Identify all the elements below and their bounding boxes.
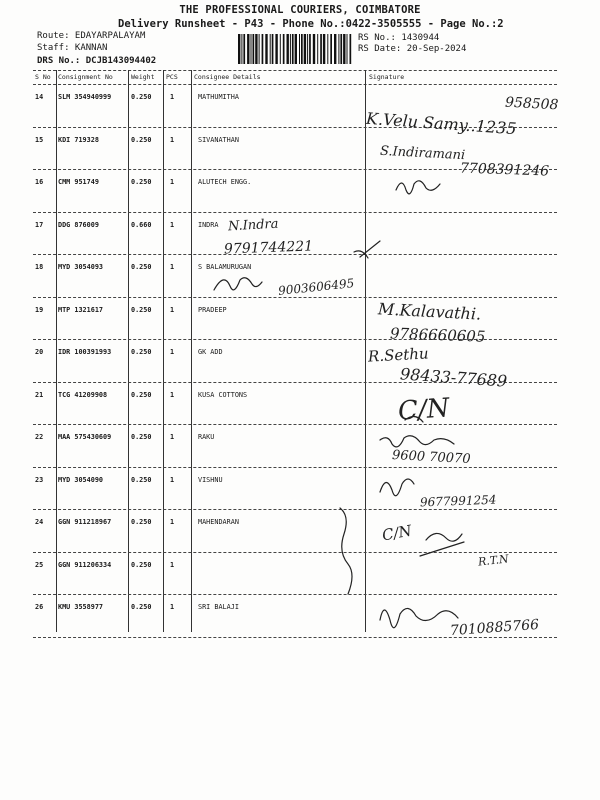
handwritten-signature: K.Velu Samy..1235 [365, 108, 518, 139]
handwritten-phone: 9791744221 [223, 238, 314, 258]
row-consignee: INDRA [198, 220, 219, 229]
row-consignee: ALUTECH ENGG. [198, 178, 252, 186]
row-pcs: 1 [170, 178, 175, 186]
drs-number: DRS No.: DCJB143094402 [37, 56, 157, 66]
handwritten-phone: 958508 [504, 94, 559, 114]
row-pcs: 1 [170, 390, 175, 399]
col-consignment: Consignment No [58, 73, 113, 81]
row-weight: 0.250 [131, 263, 152, 271]
row-sno: 21 [35, 390, 44, 399]
row-consignment-number: GGN 911218967 [58, 518, 112, 526]
col-sno: S No [35, 73, 51, 81]
row-weight: 0.250 [131, 178, 152, 186]
row-sno: 17 [35, 220, 44, 229]
handwritten-signature: R.Sethu [367, 344, 430, 366]
row-consignment-number: KDI 719328 [58, 135, 99, 144]
row-pcs: 1 [170, 263, 175, 271]
row-consignee: S BALAMURUGAN [198, 263, 252, 271]
row-consignee: VISHNU [198, 475, 223, 484]
handwritten-phone: 7708391246 [459, 160, 550, 180]
handwritten-phone: 9003606495 [277, 276, 355, 298]
runsheet-subtitle: Delivery Runsheet - P43 - Phone No.:0422-3505555 - Page No.:2 [118, 18, 504, 30]
row-weight: 0.250 [131, 390, 152, 399]
row-consignment-number: MAA 575430609 [58, 433, 112, 441]
row-weight: 0.250 [131, 348, 152, 356]
row-weight: 0.250 [131, 93, 152, 101]
row-consignment-number: KMU 3558977 [58, 603, 104, 611]
row-consignment-number: SLM 354940999 [58, 93, 112, 101]
handwritten-phone: 7010885766 [449, 616, 540, 640]
row-consignee: MAHENDARAN [198, 518, 239, 526]
col-consignee: Consignee Details [194, 73, 261, 81]
row-weight: 0.250 [131, 135, 152, 144]
row-sno: 26 [35, 603, 44, 611]
row-consignment-number: IDR 100391993 [58, 348, 112, 356]
row-weight: 0.250 [131, 518, 152, 526]
rs-number: RS No.: 1430944 [358, 33, 440, 43]
row-weight: 0.250 [131, 475, 152, 484]
row-sno: 23 [35, 475, 44, 484]
row-pcs: 1 [170, 135, 175, 144]
handwritten-signature: N.Indra [227, 216, 279, 235]
handwritten-phone: 9600 70070 [391, 447, 471, 468]
row-pcs: 1 [170, 560, 175, 569]
row-consignment-number: DDG 876009 [58, 220, 99, 229]
row-sno: 18 [35, 263, 44, 271]
row-sno: 25 [35, 560, 44, 569]
row-sno: 16 [35, 178, 44, 186]
row-consignment-number: MYD 3054093 [58, 263, 104, 271]
row-sno: 22 [35, 433, 44, 441]
handwritten-note: C/N [397, 393, 451, 427]
row-pcs: 1 [170, 305, 175, 314]
row-consignment-number: MYD 3054090 [58, 475, 104, 484]
row-consignee: GK ADD [198, 348, 223, 356]
row-consignee: RAKU [198, 433, 215, 441]
row-consignee: KUSA COTTONS [198, 390, 248, 399]
row-consignee: SRI BALAJI [198, 603, 239, 611]
row-consignee: SIVANATHAN [198, 135, 239, 144]
row-pcs: 1 [170, 475, 175, 484]
row-pcs: 1 [170, 433, 175, 441]
row-weight: 0.250 [131, 560, 152, 569]
row-sno: 15 [35, 135, 44, 144]
staff-label: Staff: KANNAN [37, 43, 108, 53]
row-consignee: MATHUMITHA [198, 93, 239, 101]
row-pcs: 1 [170, 348, 175, 356]
row-pcs: 1 [170, 93, 175, 101]
row-weight: 0.250 [131, 305, 152, 314]
row-consignment-number: GGN 911206334 [58, 560, 112, 569]
handwritten-signature: S.Indiramani [379, 143, 466, 164]
handwritten-phone: 9677991254 [419, 492, 497, 510]
row-consignment-number: TCG 41209908 [58, 390, 108, 399]
row-consignment-number: CMM 951749 [58, 178, 99, 186]
row-sno: 24 [35, 518, 44, 526]
document-title: THE PROFESSIONAL COURIERS, COIMBATORE [179, 4, 421, 16]
row-pcs: 1 [170, 220, 175, 229]
row-pcs: 1 [170, 518, 175, 526]
handwritten-signature: M.Kalavathi. [377, 299, 482, 324]
rs-date: RS Date: 20-Sep-2024 [358, 44, 467, 54]
row-weight: 0.250 [131, 433, 152, 441]
col-pcs: PCS [166, 73, 178, 81]
row-pcs: 1 [170, 603, 175, 611]
row-sno: 14 [35, 93, 44, 101]
row-sno: 19 [35, 305, 44, 314]
row-consignee: PRADEEP [198, 305, 227, 314]
col-signature: Signature [369, 73, 405, 81]
row-weight: 0.660 [131, 220, 152, 229]
route-label: Route: EDAYARPALAYAM [37, 31, 146, 41]
row-consignment-number: MTP 1321617 [58, 305, 104, 314]
handwritten-phone: 9786660605 [389, 324, 486, 346]
handwritten-phone: 98433-77689 [399, 364, 508, 391]
row-weight: 0.250 [131, 603, 152, 611]
row-sno: 20 [35, 348, 44, 356]
col-weight: Weight [131, 73, 155, 81]
handwritten-note: R.T.N [477, 552, 510, 569]
handwritten-note: C/N [380, 521, 413, 545]
